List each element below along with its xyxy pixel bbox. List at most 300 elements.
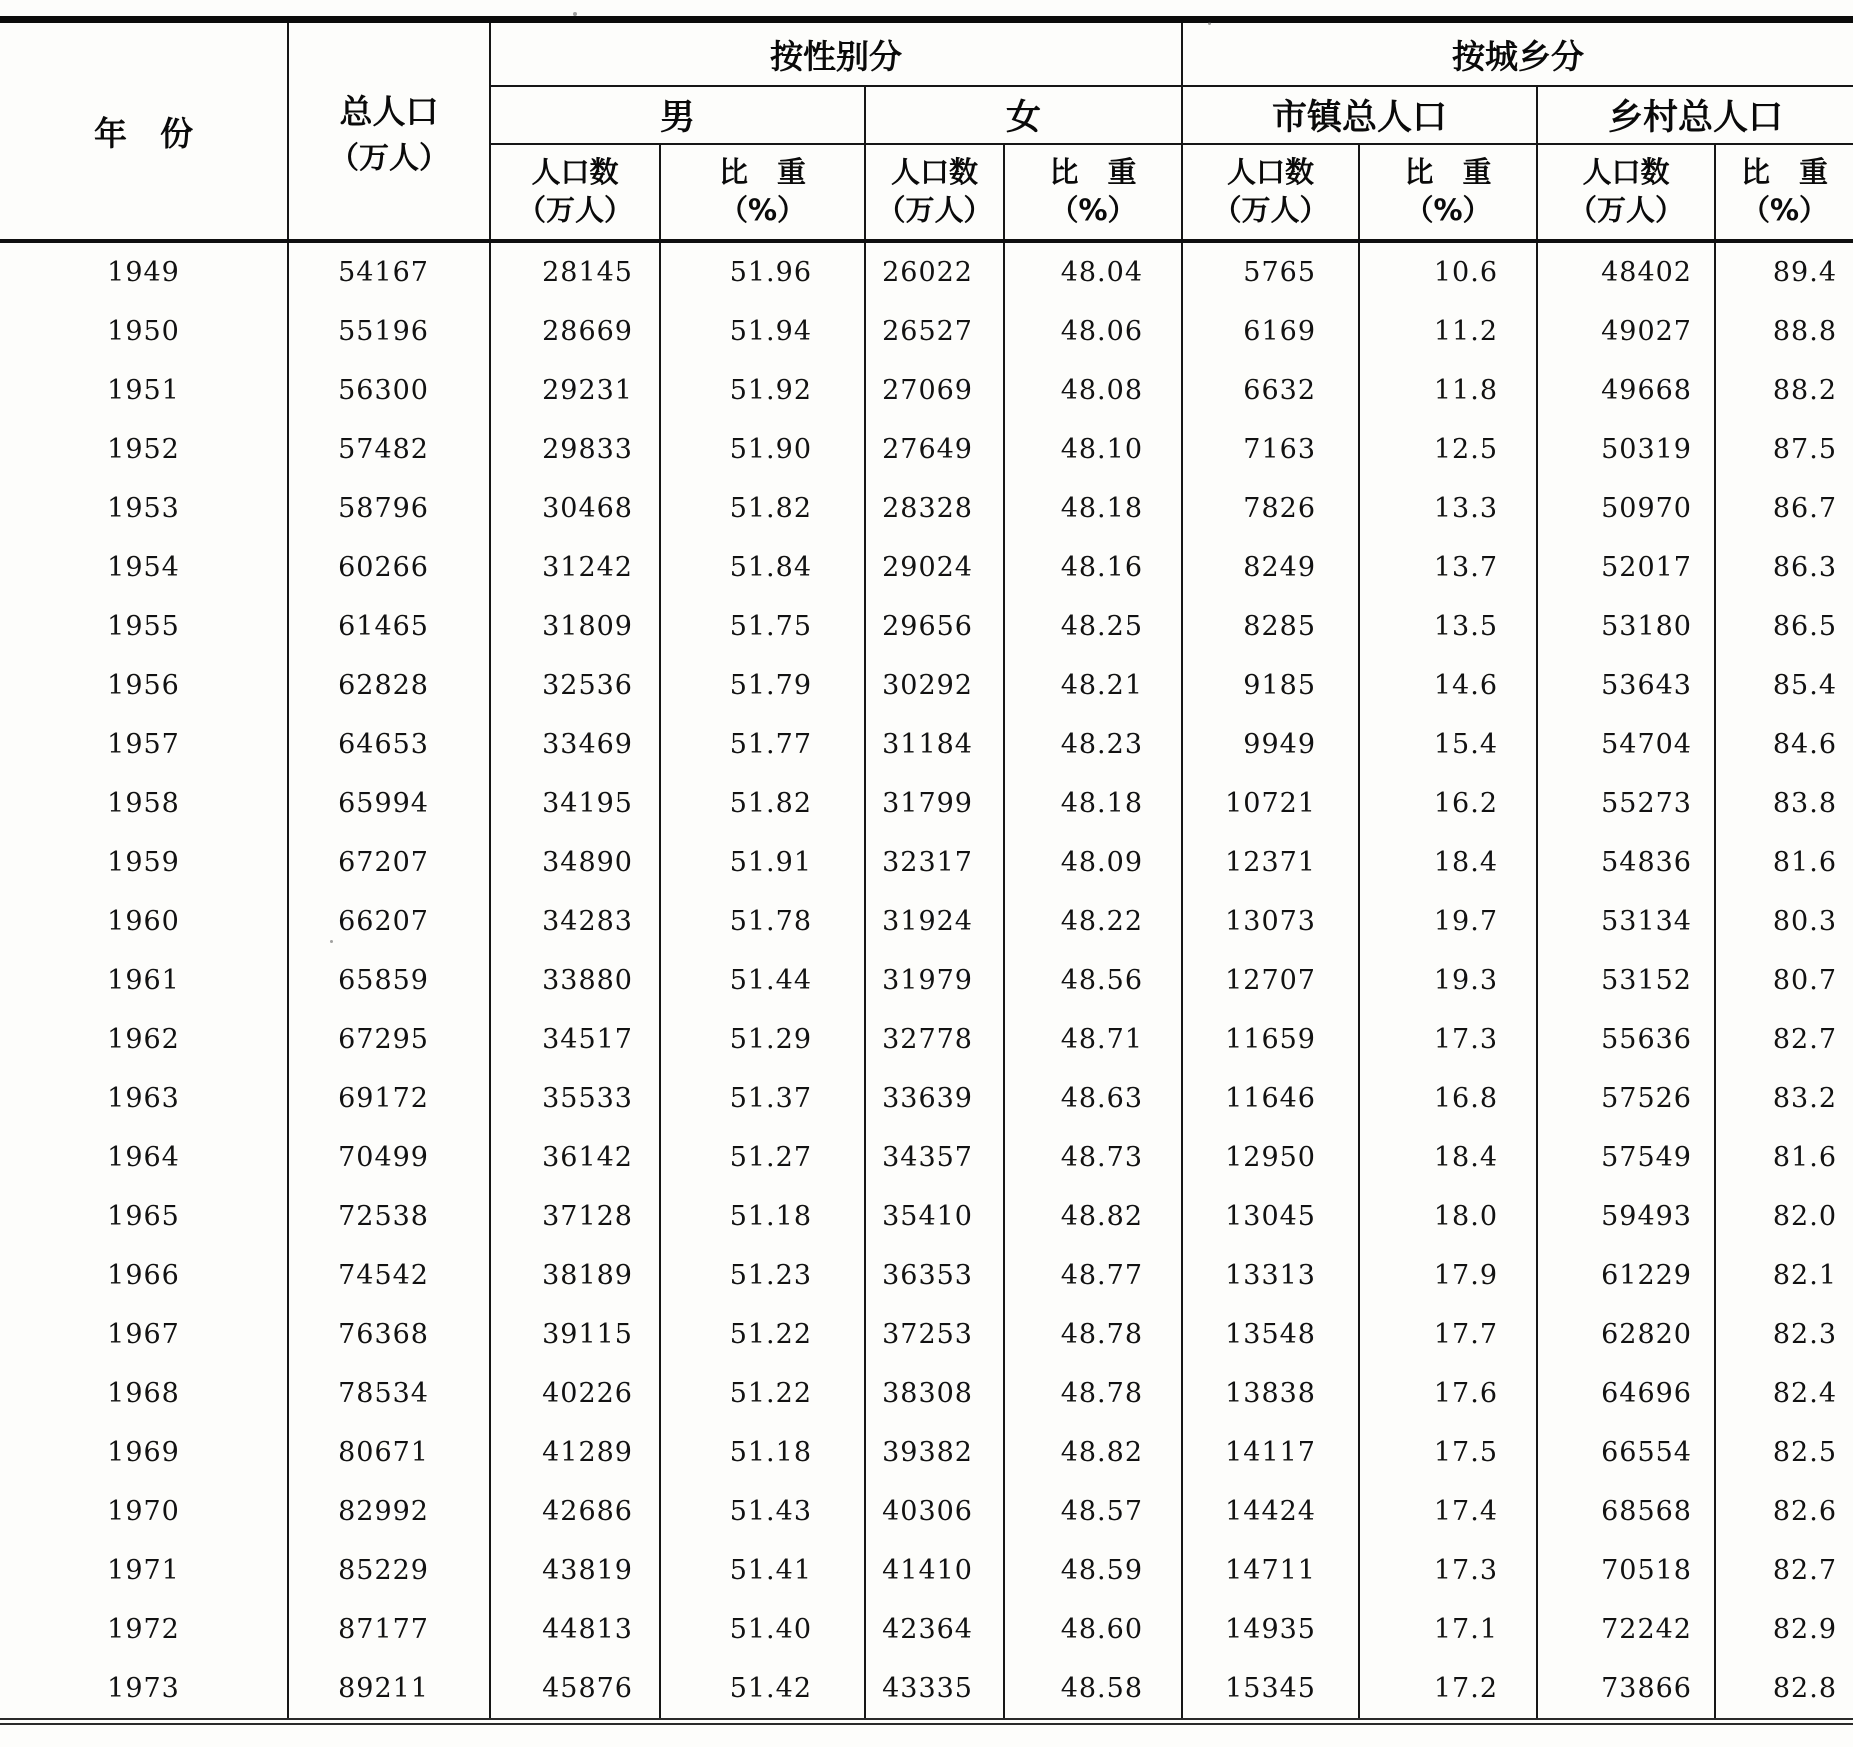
cell-rural-pop: 49668 [1537,361,1715,420]
cell-female-pct: 48.58 [1004,1659,1182,1722]
cell-urban-pct: 17.3 [1359,1010,1537,1069]
share-line2: （%） [718,193,807,227]
cell-urban-pct: 19.3 [1359,951,1537,1010]
cell-total: 62828 [288,656,490,715]
share-line1: 比 重 [1049,155,1137,190]
share-line1: 比 重 [718,155,806,190]
cell-rural-pct: 82.3 [1772,1319,1837,1350]
cell-male-pct: 51.82 [660,479,865,538]
cell-total: 89211 [288,1659,490,1722]
cell-male-pct: 51.75 [660,597,865,656]
cell-total: 69172 [288,1069,490,1128]
cell-urban-pop: 13838 [1182,1364,1359,1423]
cell-total: 87177 [288,1600,490,1659]
scan-speck [330,940,333,943]
cell-rural-pct: 82.5 [1772,1437,1837,1468]
header-total-line1: 总人口 [339,91,439,131]
cell-rural-pop: 68568 [1537,1482,1715,1541]
cell-urban-pct: 11.2 [1359,302,1537,361]
cell-male-pop: 34517 [490,1010,660,1069]
cell-rural-pct: 82.9 [1772,1614,1837,1645]
table-row [0,1010,1853,1069]
cell-rural-pop: 73866 [1537,1659,1715,1722]
cell-rural-pct: 82.4 [1772,1378,1837,1409]
cell-urban-pop: 7826 [1182,479,1359,538]
cell-year: 1955 [0,597,288,656]
cell-total: 70499 [288,1128,490,1187]
header-population-count [1537,144,1715,241]
cell-female-pct: 48.56 [1004,951,1182,1010]
cell-female-pop: 29024 [865,538,1004,597]
header-population-count [865,144,1004,241]
cell-rural-pct: 88.2 [1772,375,1837,406]
cell-rural-pop: 64696 [1537,1364,1715,1423]
cell-total: 55196 [288,302,490,361]
cell-rural-pct: 82.6 [1772,1496,1837,1527]
cell-urban-pop: 6169 [1182,302,1359,361]
cell-urban-pop: 7163 [1182,420,1359,479]
cell-urban-pop: 13548 [1182,1305,1359,1364]
cell-female-pop: 29656 [865,597,1004,656]
cell-female-pop: 31979 [865,951,1004,1010]
cell-female-pop: 43335 [865,1659,1004,1722]
cell-male-pct: 51.43 [660,1482,865,1541]
cell-male-pop: 33469 [490,715,660,774]
header-population-count [490,144,660,241]
cell-year: 1961 [0,951,288,1010]
cell-total: 67207 [288,833,490,892]
table-row [0,1187,1853,1246]
cell-urban-pct: 18.0 [1359,1187,1537,1246]
cell-year: 1971 [0,1541,288,1600]
cell-female-pop: 33639 [865,1069,1004,1128]
cell-female-pct: 48.04 [1004,241,1182,302]
cell-rural-pct: 83.2 [1772,1083,1837,1114]
cell-rural-pct: 81.6 [1772,847,1837,878]
header-share [1004,144,1182,241]
table-body [0,241,1853,1722]
table-row [0,951,1853,1010]
table-row [0,1541,1853,1600]
share-line1: 比 重 [1404,155,1492,190]
cell-female-pct: 48.08 [1004,361,1182,420]
pop-count-line1: 人口数 [1226,155,1314,190]
pop-count-line2: （万人） [1567,193,1684,227]
cell-female-pop: 30292 [865,656,1004,715]
cell-male-pop: 34195 [490,774,660,833]
table-row [0,302,1853,361]
cell-urban-pop: 8249 [1182,538,1359,597]
cell-female-pct: 48.23 [1004,715,1182,774]
cell-year: 1949 [0,241,288,302]
cell-rural-pct: 87.5 [1772,434,1837,465]
cell-male-pct: 51.79 [660,656,865,715]
cell-male-pop: 39115 [490,1305,660,1364]
cell-female-pop: 26527 [865,302,1004,361]
cell-urban-pop: 11646 [1182,1069,1359,1128]
cell-rural-pct: 82.1 [1772,1260,1837,1291]
pop-count-line1: 人口数 [890,155,978,190]
cell-male-pop: 44813 [490,1600,660,1659]
cell-year: 1965 [0,1187,288,1246]
cell-urban-pop: 15345 [1182,1659,1359,1722]
table-row [0,597,1853,656]
cell-year: 1959 [0,833,288,892]
cell-female-pop: 38308 [865,1364,1004,1423]
cell-rural-pop: 50970 [1537,479,1715,538]
cell-urban-pct: 17.2 [1359,1659,1537,1722]
share-line2: （%） [1049,193,1137,227]
cell-male-pop: 29833 [490,420,660,479]
cell-urban-pop: 11659 [1182,1010,1359,1069]
cell-male-pop: 28669 [490,302,660,361]
pop-count-line1: 人口数 [531,155,619,190]
table-row [0,1364,1853,1423]
cell-male-pop: 30468 [490,479,660,538]
cell-rural-pct: 86.7 [1772,493,1837,524]
cell-urban-pct: 10.6 [1359,241,1537,302]
cell-total: 60266 [288,538,490,597]
cell-female-pct: 48.82 [1004,1423,1182,1482]
cell-urban-pop: 14424 [1182,1482,1359,1541]
cell-urban-pct: 19.7 [1359,892,1537,951]
cell-female-pop: 34357 [865,1128,1004,1187]
cell-male-pct: 51.37 [660,1069,865,1128]
cell-rural-pct: 83.8 [1772,788,1837,819]
table-row [0,892,1853,951]
cell-female-pop: 42364 [865,1600,1004,1659]
cell-rural-pop: 59493 [1537,1187,1715,1246]
cell-rural-pct: 82.8 [1772,1673,1837,1704]
cell-total: 82992 [288,1482,490,1541]
cell-male-pop: 37128 [490,1187,660,1246]
cell-year: 1958 [0,774,288,833]
cell-male-pct: 51.78 [660,892,865,951]
cell-male-pct: 51.18 [660,1423,865,1482]
cell-total: 85229 [288,1541,490,1600]
table-row [0,833,1853,892]
cell-male-pct: 51.23 [660,1246,865,1305]
cell-female-pct: 48.06 [1004,302,1182,361]
cell-rural-pop: 53152 [1537,951,1715,1010]
cell-female-pct: 48.78 [1004,1305,1182,1364]
cell-urban-pop: 9949 [1182,715,1359,774]
cell-total: 57482 [288,420,490,479]
cell-female-pct: 48.73 [1004,1128,1182,1187]
cell-urban-pct: 16.8 [1359,1069,1537,1128]
cell-male-pop: 36142 [490,1128,660,1187]
cell-male-pop: 40226 [490,1364,660,1423]
cell-male-pop: 28145 [490,241,660,302]
cell-urban-pct: 17.6 [1359,1364,1537,1423]
cell-rural-pop: 54836 [1537,833,1715,892]
cell-total: 74542 [288,1246,490,1305]
cell-year: 1954 [0,538,288,597]
scan-speck [573,12,577,16]
cell-rural-pop: 54704 [1537,715,1715,774]
cell-male-pop: 29231 [490,361,660,420]
cell-year: 1964 [0,1128,288,1187]
cell-female-pct: 48.78 [1004,1364,1182,1423]
cell-total: 65994 [288,774,490,833]
table-row [0,420,1853,479]
cell-year: 1973 [0,1659,288,1722]
header-share [1359,144,1537,241]
cell-urban-pct: 15.4 [1359,715,1537,774]
cell-rural-pop: 53643 [1537,656,1715,715]
cell-male-pct: 51.22 [660,1364,865,1423]
header-total-line2: （万人） [329,140,449,176]
cell-year: 1957 [0,715,288,774]
cell-urban-pct: 11.8 [1359,361,1537,420]
cell-rural-pct: 88.8 [1772,316,1837,347]
cell-urban-pct: 18.4 [1359,833,1537,892]
cell-female-pct: 48.63 [1004,1069,1182,1128]
cell-female-pop: 41410 [865,1541,1004,1600]
cell-urban-pct: 13.3 [1359,479,1537,538]
cell-rural-pct: 82.7 [1772,1024,1837,1055]
table-row [0,1482,1853,1541]
cell-year: 1968 [0,1364,288,1423]
cell-total: 72538 [288,1187,490,1246]
cell-year: 1967 [0,1305,288,1364]
header-male: 男 [490,86,865,144]
cell-male-pct: 51.40 [660,1600,865,1659]
cell-male-pct: 51.91 [660,833,865,892]
cell-female-pct: 48.18 [1004,774,1182,833]
cell-year: 1951 [0,361,288,420]
cell-female-pct: 48.57 [1004,1482,1182,1541]
cell-total: 76368 [288,1305,490,1364]
cell-total: 58796 [288,479,490,538]
cell-male-pct: 51.92 [660,361,865,420]
cell-female-pop: 40306 [865,1482,1004,1541]
cell-male-pct: 51.82 [660,774,865,833]
cell-male-pop: 42686 [490,1482,660,1541]
cell-total: 80671 [288,1423,490,1482]
cell-male-pct: 51.29 [660,1010,865,1069]
cell-male-pop: 31809 [490,597,660,656]
cell-urban-pop: 8285 [1182,597,1359,656]
cell-rural-pop: 50319 [1537,420,1715,479]
cell-urban-pct: 13.5 [1359,597,1537,656]
cell-female-pct: 48.09 [1004,833,1182,892]
cell-rural-pop: 72242 [1537,1600,1715,1659]
cell-urban-pop: 10721 [1182,774,1359,833]
cell-rural-pct: 82.0 [1772,1201,1837,1232]
cell-total: 67295 [288,1010,490,1069]
table-row [0,538,1853,597]
cell-total: 64653 [288,715,490,774]
cell-urban-pop: 6632 [1182,361,1359,420]
cell-year: 1966 [0,1246,288,1305]
pop-count-line2: （万人） [1212,193,1329,227]
cell-rural-pop: 70518 [1537,1541,1715,1600]
cell-urban-pop: 14935 [1182,1600,1359,1659]
cell-female-pct: 48.10 [1004,420,1182,479]
cell-male-pct: 51.84 [660,538,865,597]
table-header [0,20,1853,242]
cell-female-pop: 31184 [865,715,1004,774]
cell-male-pop: 41289 [490,1423,660,1482]
share-line1: 比 重 [1740,155,1828,190]
cell-female-pct: 48.22 [1004,892,1182,951]
cell-urban-pop: 9185 [1182,656,1359,715]
cell-rural-pop: 66554 [1537,1423,1715,1482]
cell-urban-pct: 12.5 [1359,420,1537,479]
cell-female-pct: 48.25 [1004,597,1182,656]
cell-urban-pct: 17.5 [1359,1423,1537,1482]
cell-female-pct: 48.18 [1004,479,1182,538]
cell-urban-pop: 12707 [1182,951,1359,1010]
cell-female-pct: 48.60 [1004,1600,1182,1659]
cell-male-pop: 31242 [490,538,660,597]
cell-urban-pct: 18.4 [1359,1128,1537,1187]
header-total-population [288,20,490,242]
cell-year: 1956 [0,656,288,715]
pop-count-line1: 人口数 [1582,155,1670,190]
cell-year: 1972 [0,1600,288,1659]
cell-urban-pop: 5765 [1182,241,1359,302]
cell-female-pct: 48.77 [1004,1246,1182,1305]
cell-male-pct: 51.22 [660,1305,865,1364]
cell-rural-pct: 80.3 [1772,906,1837,937]
cell-rural-pop: 48402 [1537,241,1715,302]
cell-rural-pop: 49027 [1537,302,1715,361]
cell-female-pop: 36353 [865,1246,1004,1305]
cell-female-pct: 48.59 [1004,1541,1182,1600]
pop-count-line2: （万人） [516,193,633,227]
cell-rural-pop: 55636 [1537,1010,1715,1069]
cell-urban-pct: 14.6 [1359,656,1537,715]
header-population-count [1182,144,1359,241]
share-line2: （%） [1404,193,1492,227]
cell-urban-pop: 12371 [1182,833,1359,892]
cell-female-pop: 37253 [865,1305,1004,1364]
cell-male-pop: 35533 [490,1069,660,1128]
cell-male-pct: 51.42 [660,1659,865,1722]
cell-year: 1969 [0,1423,288,1482]
cell-male-pct: 51.90 [660,420,865,479]
cell-total: 65859 [288,951,490,1010]
table-row [0,1600,1853,1659]
cell-year: 1970 [0,1482,288,1541]
cell-male-pct: 51.41 [660,1541,865,1600]
cell-male-pop: 32536 [490,656,660,715]
cell-female-pct: 48.21 [1004,656,1182,715]
table-row [0,1659,1853,1722]
cell-total: 56300 [288,361,490,420]
cell-total: 66207 [288,892,490,951]
cell-female-pop: 32778 [865,1010,1004,1069]
header-year-label: 年 份 [94,113,193,153]
cell-urban-pop: 14711 [1182,1541,1359,1600]
cell-rural-pct: 80.7 [1772,965,1837,996]
cell-rural-pop: 55273 [1537,774,1715,833]
cell-female-pct: 48.16 [1004,538,1182,597]
cell-rural-pct: 84.6 [1772,729,1837,760]
table-row [0,774,1853,833]
cell-rural-pct: 86.3 [1772,552,1837,583]
cell-male-pct: 51.44 [660,951,865,1010]
cell-female-pct: 48.71 [1004,1010,1182,1069]
cell-male-pop: 34283 [490,892,660,951]
cell-urban-pct: 16.2 [1359,774,1537,833]
cell-male-pop: 43819 [490,1541,660,1600]
cell-female-pct: 48.82 [1004,1187,1182,1246]
cell-male-pct: 51.77 [660,715,865,774]
cell-year: 1952 [0,420,288,479]
cell-rural-pct: 82.7 [1772,1555,1837,1586]
table-row [0,361,1853,420]
table-row [0,241,1853,302]
cell-male-pop: 45876 [490,1659,660,1722]
cell-female-pop: 32317 [865,833,1004,892]
table-row [0,1423,1853,1482]
cell-female-pop: 27649 [865,420,1004,479]
cell-male-pop: 33880 [490,951,660,1010]
header-rural-total: 乡村总人口 [1537,86,1853,144]
cell-urban-pop: 12950 [1182,1128,1359,1187]
cell-female-pop: 27069 [865,361,1004,420]
cell-urban-pct: 17.3 [1359,1541,1537,1600]
header-urban-total: 市镇总人口 [1182,86,1537,144]
table-row [0,479,1853,538]
cell-rural-pct: 89.4 [1772,257,1837,288]
cell-male-pct: 51.18 [660,1187,865,1246]
cell-rural-pop: 57549 [1537,1128,1715,1187]
header-year [0,20,288,242]
cell-female-pop: 31799 [865,774,1004,833]
cell-rural-pop: 57526 [1537,1069,1715,1128]
table-row [0,1305,1853,1364]
cell-female-pop: 39382 [865,1423,1004,1482]
cell-male-pct: 51.27 [660,1128,865,1187]
cell-urban-pop: 14117 [1182,1423,1359,1482]
table-row [0,715,1853,774]
table-row [0,1069,1853,1128]
cell-urban-pct: 17.9 [1359,1246,1537,1305]
cell-female-pop: 31924 [865,892,1004,951]
cell-rural-pop: 53180 [1537,597,1715,656]
population-table [0,16,1853,1725]
cell-urban-pop: 13313 [1182,1246,1359,1305]
cell-urban-pop: 13073 [1182,892,1359,951]
cell-urban-pct: 17.1 [1359,1600,1537,1659]
cell-year: 1963 [0,1069,288,1128]
cell-year: 1953 [0,479,288,538]
cell-rural-pct: 86.5 [1772,611,1837,642]
cell-rural-pct: 81.6 [1772,1142,1837,1173]
share-line2: （%） [1740,193,1829,227]
cell-total: 54167 [288,241,490,302]
cell-total: 61465 [288,597,490,656]
table-row [0,1246,1853,1305]
cell-urban-pop: 13045 [1182,1187,1359,1246]
cell-total: 78534 [288,1364,490,1423]
cell-urban-pct: 13.7 [1359,538,1537,597]
cell-rural-pop: 53134 [1537,892,1715,951]
cell-male-pop: 34890 [490,833,660,892]
scan-speck [1208,22,1211,25]
pop-count-line2: （万人） [876,193,993,227]
cell-female-pop: 28328 [865,479,1004,538]
cell-urban-pct: 17.4 [1359,1482,1537,1541]
cell-rural-pop: 61229 [1537,1246,1715,1305]
cell-female-pop: 26022 [865,241,1004,302]
table-row [0,1128,1853,1187]
cell-rural-pop: 52017 [1537,538,1715,597]
